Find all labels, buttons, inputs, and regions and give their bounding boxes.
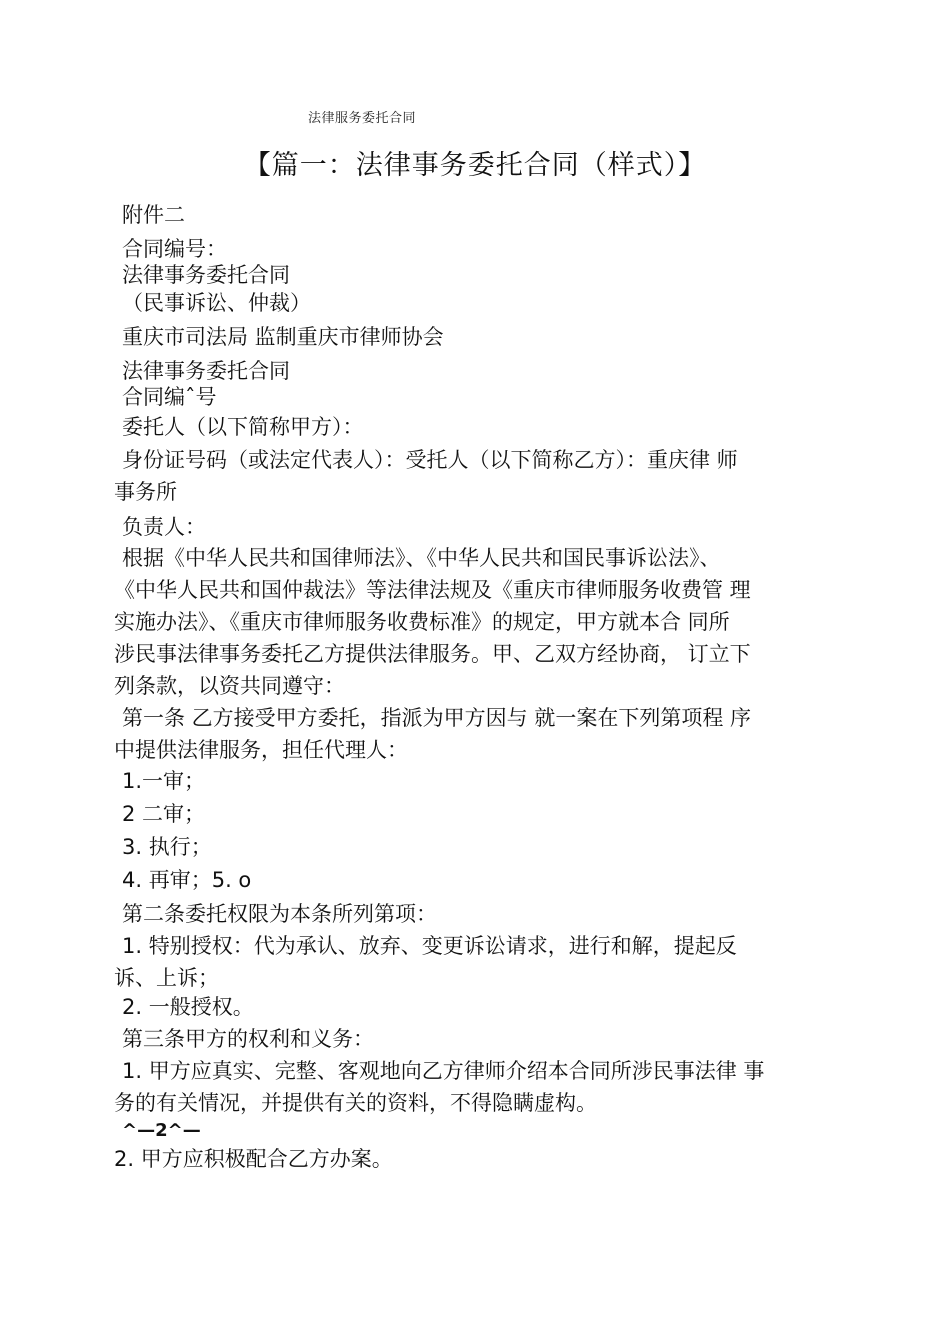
option-item: 4. 再审；5. o <box>122 868 252 892</box>
contract-number-line: 合同编ˆ号 <box>122 385 217 409</box>
contract-name: 法律事务委托合同 <box>122 263 290 287</box>
responsible-person-line: 负责人： <box>122 515 206 539</box>
authorization-item: 1. 特别授权：代为承认、放弃、变更诉讼请求，进行和解，提起反 <box>122 934 737 958</box>
paragraph-line: 《中华人民共和国仲裁法》等法律法规及《重庆市律师服务收费管 理 <box>114 578 751 602</box>
option-item: 3. 执行； <box>122 835 212 859</box>
contract-number-label: 合同编号： <box>122 237 227 261</box>
option-item: 2 二审； <box>122 802 206 826</box>
article-three-line: 第三条甲方的权利和义务： <box>122 1027 374 1051</box>
paragraph-line: 实施办法》、《重庆市律师服务收费标准》的规定，甲方就本合 同所 <box>114 610 730 634</box>
client-line: 委托人（以下简称甲方）： <box>122 415 364 439</box>
authorization-item: 诉、上诉； <box>114 966 219 990</box>
obligation-item: 务的有关情况，并提供有关的资料，不得隐瞒虚构。 <box>114 1091 597 1115</box>
paragraph-line: 列条款，以资共同遵守： <box>114 674 345 698</box>
contract-scope: （民事诉讼、仲裁） <box>122 291 311 315</box>
paragraph-line: 涉民事法律事务委托乙方提供法律服务。甲、乙双方经协商， 订立下 <box>114 642 751 666</box>
header-note: 法律服务委托合同 <box>308 111 417 126</box>
supervisor-line: 重庆市司法局 监制重庆市律师协会 <box>122 325 444 349</box>
article-one-line: 第一条 乙方接受甲方委托，指派为甲方因与 就一案在下列第项程 序 <box>122 706 752 730</box>
authorization-item: 2. 一般授权。 <box>122 995 254 1019</box>
article-two-line: 第二条委托权限为本条所列第项： <box>122 902 437 926</box>
firm-line: 事务所 <box>114 480 177 504</box>
document-title: 【篇一：法律事务委托合同（样式）】 <box>243 150 707 181</box>
annex-label: 附件二 <box>122 203 185 227</box>
contract-name-repeat: 法律事务委托合同 <box>122 359 290 383</box>
page-marker: ^—2^— <box>122 1120 201 1141</box>
article-one-line: 中提供法律服务，担任代理人： <box>114 738 408 762</box>
id-trustee-line: 身份证号码（或法定代表人）：受托人（以下简称乙方）：重庆律 师 <box>122 448 738 472</box>
paragraph-line: 根据《中华人民共和国律师法》、《中华人民共和国民事诉讼法》、 <box>122 546 721 570</box>
option-item: 1.一审； <box>122 769 206 793</box>
obligation-item: 2. 甲方应积极配合乙方办案。 <box>114 1147 393 1171</box>
obligation-item: 1. 甲方应真实、完整、客观地向乙方律师介绍本合同所涉民事法律 事 <box>122 1059 765 1083</box>
